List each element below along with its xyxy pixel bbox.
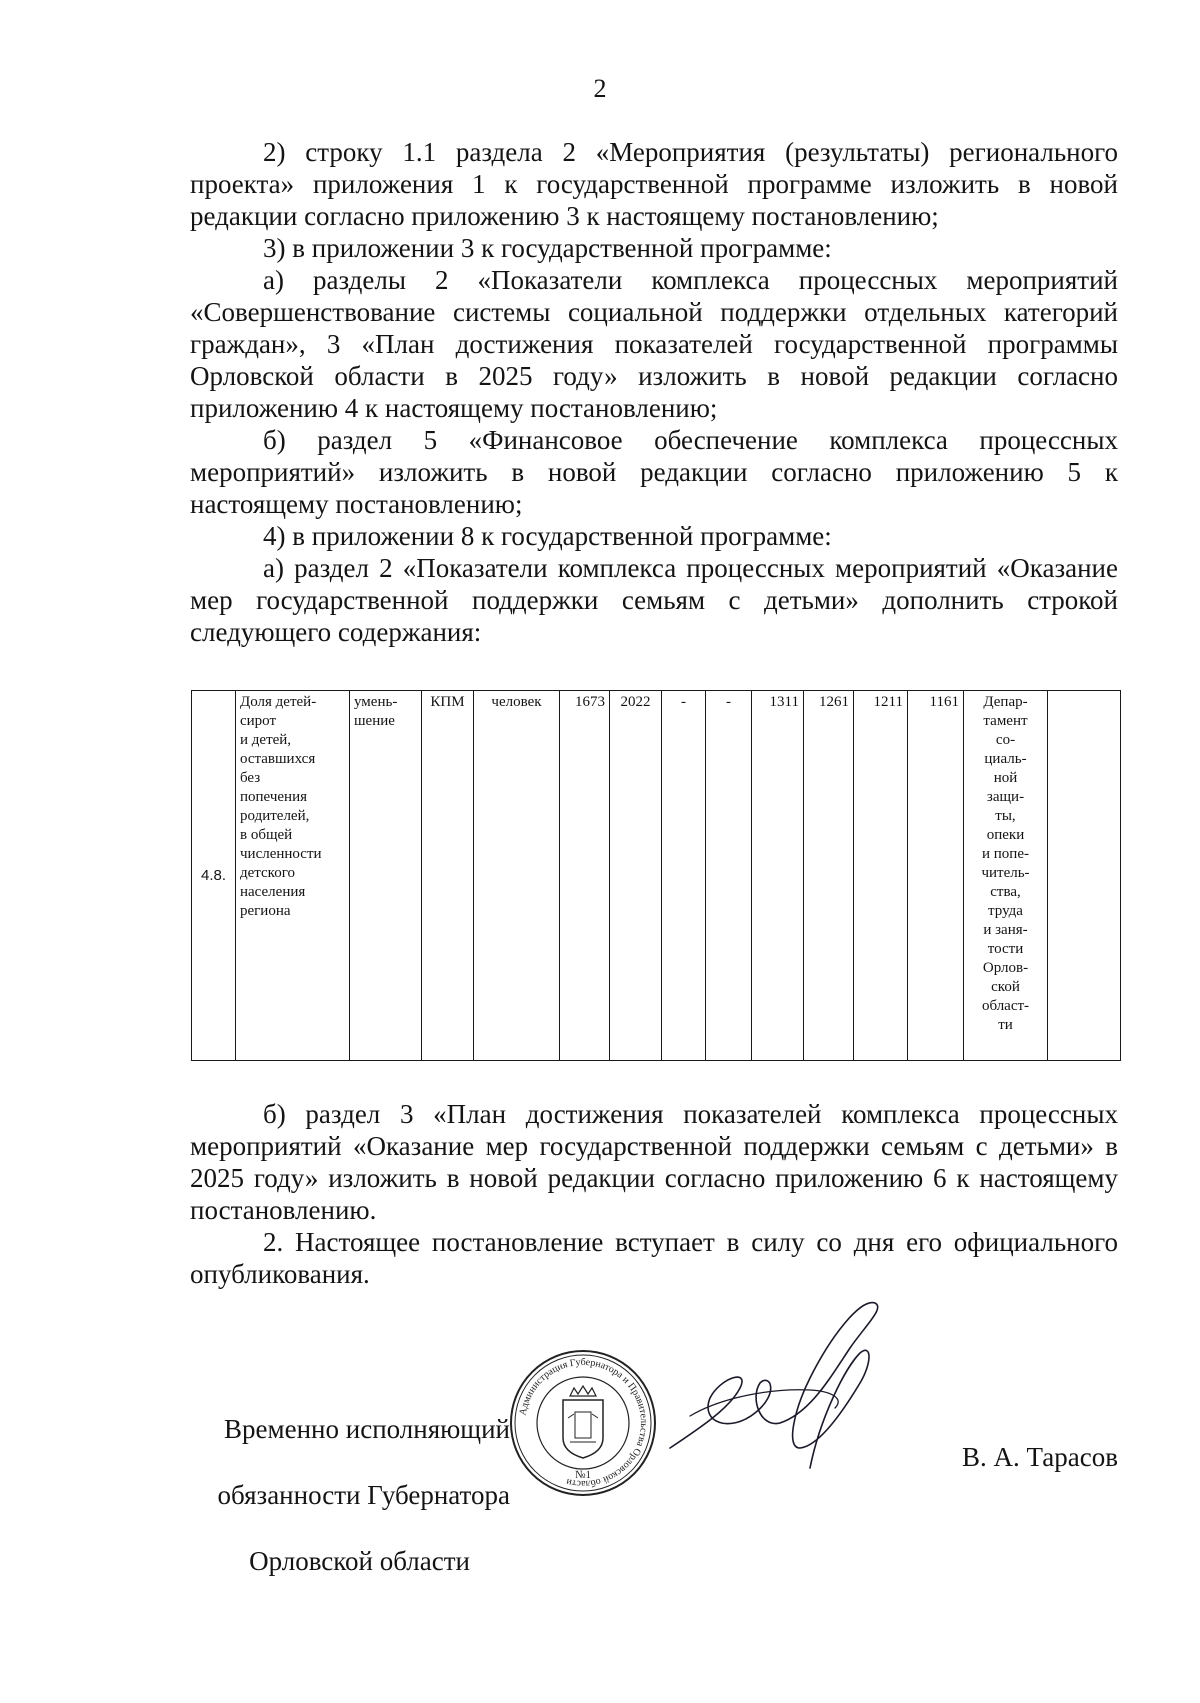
official-seal-icon (508, 1348, 658, 1498)
seal-number: №1 (575, 1469, 591, 1481)
cell-indicator-name: Доля детей- сирот и детей, оставшихся без попечения родителей, в общей численности детского населения региона (236, 691, 350, 1061)
cell-value-6: 1161 (908, 691, 964, 1061)
signer-title-line-1: Временно исполняющий (224, 1414, 510, 1444)
paragraph-item-effective: 2. Настоящее постановление вступает в силу со дня его официального опубликования. (190, 1227, 1118, 1289)
paragraph-item-4: 4) в приложении 8 к государственной программе: (263, 521, 832, 551)
cell-direction: умень- шение (350, 691, 422, 1061)
seal-text: Администрация Губернатора и Правительства Орловской области (517, 1356, 650, 1490)
paragraph-item-2: 2) строку 1.1 раздела 2 «Мероприятия (результаты) регионального проекта» приложения 1 к государственной программе изложить в новой редакции согласно приложению 3 к настоящему постановлению; (190, 137, 1118, 231)
cell-base-year: 2022 (610, 691, 662, 1061)
paragraph-item-4a: а) раздел 2 «Показатели комплекса процессных мероприятий «Оказание мер государственной поддержки семьям с детьми» дополнить строкой следующего содержания: (190, 553, 1118, 647)
cell-unit: человек (474, 691, 560, 1061)
paragraph-item-3a: а) разделы 2 «Показатели комплекса процессных мероприятий «Совершенствование системы социальной поддержки отдельных категорий граждан», 3 «План достижения показателей государственной программы Орловской области в 2025 году» изложить в новой редакции согласно приложению 4 к настоящему постановлению; (190, 265, 1118, 423)
signer-title-line-3: Орловской области (249, 1546, 470, 1576)
table-row (192, 691, 1121, 1061)
cell-row-number: 4.8. (192, 691, 236, 1061)
body-text (190, 136, 1118, 648)
cell-level: КПМ (422, 691, 474, 1061)
cell-last (1048, 691, 1121, 1061)
cell-responsible: Депар- тамент со- циаль- ной защи- ты, опеки и попе- читель- ства, труда и заня- тости Орлов- ской област- ти (964, 691, 1048, 1061)
cell-value-5: 1211 (854, 691, 908, 1061)
paragraph-item-3: 3) в приложении 3 к государственной программе: (263, 233, 832, 263)
page-number: 2 (593, 74, 607, 103)
paragraph-item-3b: б) раздел 5 «Финансовое обеспечение комплекса процессных мероприятий» изложить в новой редакции согласно приложению 5 к настоящему постановлению; (190, 425, 1118, 519)
closing-text (190, 1098, 1118, 1290)
handwritten-signature-icon (660, 1298, 900, 1498)
cell-value-3: 1311 (752, 691, 804, 1061)
cell-value-2: - (706, 691, 752, 1061)
cell-value-4: 1261 (804, 691, 854, 1061)
cell-base-value: 1673 (560, 691, 610, 1061)
paragraph-item-4b: б) раздел 3 «План достижения показателей комплекса процессных мероприятий «Оказание мер государственной поддержки семьям с детьми» в 2025 году» изложить в новой редакции согласно приложению 6 к настоящему постановлению. (190, 1099, 1118, 1225)
signer-title (190, 1380, 510, 1611)
cell-value-1: - (662, 691, 706, 1061)
signature-block (0, 1356, 1200, 1576)
appended-indicator-table (191, 690, 1121, 1061)
signer-name: В. А. Тарасов (961, 1442, 1118, 1472)
signer-title-line-2: обязанности Губернатора (217, 1480, 510, 1510)
